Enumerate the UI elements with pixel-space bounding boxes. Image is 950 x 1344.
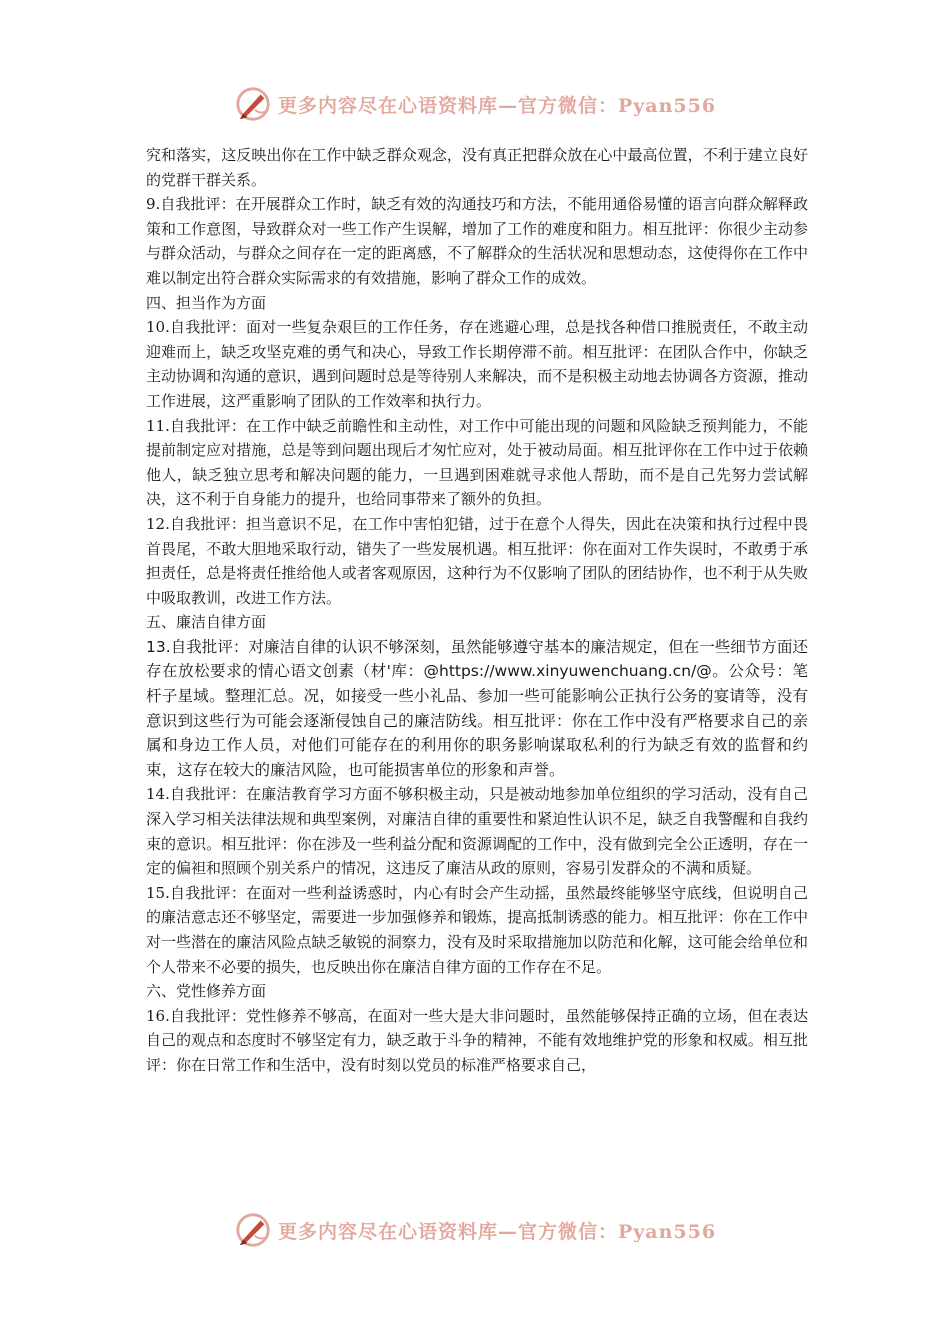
paragraph-continuation: 究和落实，这反映出你在工作中缺乏群众观念，没有真正把群众放在心中最高位置，不利于建立良好的党群干群关系。 — [146, 146, 808, 189]
section-heading-6: 六、党性修养方面 — [146, 982, 267, 1001]
paragraph-item-14: 14.自我批评：在廉洁教育学习方面不够积极主动，只是被动地参加单位组织的学习活动，没有自己深入学习相关法律法规和典型案例，对廉洁自律的重要性和紧迫性认识不足，缺乏自我警醒和自我约束的意识。相互批评：你在涉及一些利益分配和资源调配的工作中，没有做到完全公正透明，存在一定的偏袒和照顾个别关系户的情况，这违反了廉洁从政的原则，容易引发群众的不满和质疑。 — [146, 785, 808, 878]
paragraph-item-16: 16.自我批评：党性修养不够高，在面对一些大是大非问题时，虽然能够保持正确的立场，但在表达自己的观点和态度时不够坚定有力，缺乏敢于斗争的精神，不能有效地维护党的形象和权威。相互批评：你在日常工作和生活中，没有时刻以党员的标准严格要求自己， — [146, 1006, 808, 1074]
paragraph-item-10: 10.自我批评：面对一些复杂艰巨的工作任务，存在逃避心理，总是找各种借口推脱责任，不敢主动迎难而上，缺乏攻坚克难的勇气和决心，导致工作长期停滞不前。相互批评：在团队合作中，你缺乏主动协调和沟通的意识，遇到问题时总是等待别人来解决，而不是积极主动地去协调各方资源，推动工作进展，这严重影响了团队的工作效率和执行力。 — [146, 318, 808, 410]
pen-nib-logo-icon — [234, 1211, 272, 1249]
pen-nib-logo-icon — [234, 85, 272, 123]
paragraph-item-9: 9.自我批评：在开展群众工作时，缺乏有效的沟通技巧和方法，不能用通俗易懂的语言向群众解释政策和工作意图，导致群众对一些工作产生误解，增加了工作的难度和阻力。相互批评：你很少主动参与群众活动，与群众之间存在一定的距离感，不了解群众的生活状况和思想动态，这使得你在工作中难以制定出符合群众实际需求的有效措施，影响了群众工作的成效。 — [146, 195, 808, 287]
section-heading-5: 五、廉洁自律方面 — [146, 613, 267, 632]
paragraph-item-11: 11.自我批评：在工作中缺乏前瞻性和主动性，对工作中可能出现的问题和风险缺乏预判能力，不能提前制定应对措施，总是等到问题出现后才匆忙应对，处于被动局面。相互批评你在工作中过于依赖他人，缺乏独立思考和解决问题的能力，一旦遇到困难就寻求他人帮助，而不是自己先努力尝试解决，这不利于自身能力的提升，也给同事带来了额外的负担。 — [146, 416, 808, 509]
paragraph-item-13: 13.自我批评：对廉洁自律的认识不够深刻，虽然能够遵守基本的廉洁规定，但在一些细节方面还存在放松要求的情心语文创素（材'库：@https://www.xinyuwenchuang.cn/@。公众号：笔杆子星域。整理汇总。况，如接受一些小礼品、参加一些可能影响公正执行公务的宴请等，没有意识到这些行为可能会逐渐侵蚀自己的廉洁防线。相互批评：你在工作中没有严格要求自己的亲属和身边工作人员，对他们可能存在的利用你的职务影响谋取私利的行为缺乏有效的监督和约束，这存在较大的廉洁风险，也可能损害单位的形象和声誉。 — [146, 637, 808, 779]
footer-banner — [0, 1208, 950, 1252]
paragraph-item-12: 12.自我批评：担当意识不足，在工作中害怕犯错，过于在意个人得失，因此在决策和执行过程中畏首畏尾，不敢大胆地采取行动，错失了一些发展机遇。相互批评：你在面对工作失误时，不敢勇于承担责任，总是将责任推给他人或者客观原因，这种行为不仅影响了团队的团结协作，也不利于从失败中吸取教训，改进工作方法。 — [146, 514, 808, 607]
section-heading-4: 四、担当作为方面 — [146, 293, 267, 312]
header-banner — [0, 82, 950, 126]
banner-text: 更多内容尽在心语资料库—官方微信：Pyan556 — [277, 94, 717, 117]
banner-text: 更多内容尽在心语资料库—官方微信：Pyan556 — [277, 1220, 717, 1243]
document-body — [146, 143, 808, 1078]
paragraph-item-15: 15.自我批评：在面对一些利益诱惑时，内心有时会产生动摇，虽然最终能够坚守底线，但说明自己的廉洁意志还不够坚定，需要进一步加强修养和锻炼，提高抵制诱惑的能力。相互批评：你在工作中对一些潜在的廉洁风险点缺乏敏锐的洞察力，没有及时采取措施加以防范和化解，这可能会给单位和个人带来不必要的损失，也反映出你在廉洁自律方面的工作存在不足。 — [146, 883, 808, 976]
